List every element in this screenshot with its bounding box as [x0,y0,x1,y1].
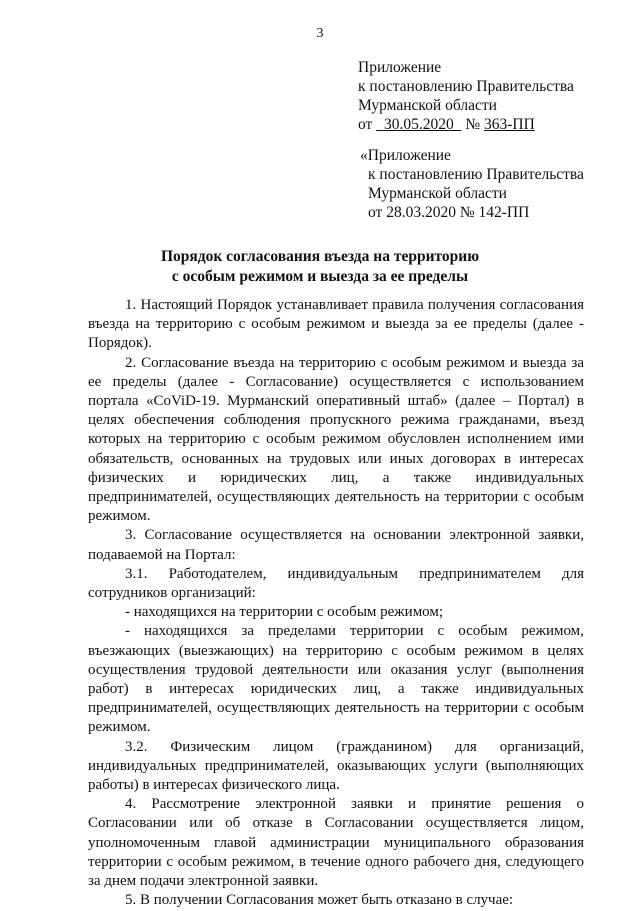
original-appendix-block [360,146,584,222]
word: организаций, [499,738,584,755]
word: индивидуальным [287,565,399,582]
paragraph-3-2-cont: индивидуальных предпринимателей, оказывающих услуги (выполняющих работы) в интересах физического лица. [88,757,584,794]
word: территории [349,623,424,640]
bullet-item-first-line [88,622,584,641]
word: 3.1. [125,565,148,582]
word: для [454,738,477,755]
word: (гражданином) [336,738,432,755]
number-prefix: № [465,116,481,133]
page-number: 3 [316,26,324,41]
paragraph-3: 3. Согласование осуществляется на основании электронной заявки, подаваемой на Портал: [88,527,584,563]
word: находящихся [143,623,228,640]
bullet-item: - находящихся на территории с особым режимом; [125,604,444,621]
appendix-line: Приложение [358,59,442,76]
paragraph-3-1-first-line [88,565,584,584]
word: лицом [273,738,314,755]
word: особым [458,623,508,640]
word: Работодателем, [168,565,267,582]
appendix-date-line [358,115,574,134]
word: предпринимателем [419,565,541,582]
paragraph-3-1-cont: сотрудников организаций: [88,585,256,602]
word: режимом, [521,623,584,640]
appendix-line: Мурманской области [358,97,497,114]
appendix-line: от 28.03.2020 № 142-ПП [368,204,530,221]
document-body [88,296,584,911]
paragraph-5: 5. В получении Согласования может быть отказано в случае: [125,892,514,909]
word: для [561,565,584,582]
appendix-block [358,58,574,134]
word: - [125,623,130,640]
word: с [437,623,445,640]
word: Физическим [170,738,251,755]
document-title [0,247,640,287]
word: за [241,623,254,640]
word: 3.2. [125,738,148,755]
decree-number: 363-ПП [484,116,535,133]
word: пределами [267,623,336,640]
appendix-line: «Приложение [360,147,451,164]
bullet-item-cont: въезжающих (выезжающих) на территорию с особым режимом в целях осуществления трудовой деятельности или оказания услуг (выполнения работ) в интересах юридических лиц, а также индивидуальных предпринимателей, осуществляющих деятельность на территории с особым режимом. [88,642,584,736]
date-prefix: от [358,116,373,133]
title-line: с особым режимом и выезда за ее пределы [171,268,469,285]
paragraph-4: 4. Рассмотрение электронной заявки и принятие решения о Согласовании или об отказе в Согласовании осуществляется лицом, уполномоченным главой администрации муниципального образования территории с особым режимом, в течение одного рабочего дня, следующего за днем подачи электронной заявки. [88,796,584,890]
appendix-line: к постановлению Правительства [358,78,574,95]
decree-date: 30.05.2020 [383,116,454,133]
paragraph-1: 1. Настоящий Порядок устанавливает правила получения согласования въезда на территорию с особым режимом и выезда за ее пределы (далее - Порядок). [88,297,584,352]
paragraph-2: 2. Согласование въезда на территорию с особым режимом и выезда за ее пределы (далее - Согласование) осуществляется с использованием портала «CoViD-19. Мурманский оперативный штаб» (далее – Портал) в целях обеспечения соблюдения пропускного режима гражданами, въезд которых на территорию с особым режимом обусловлен исполнением ими обязательств, основанных на трудовых или иных договорах в интересах физических и юридических лиц, а также индивидуальных предпринимателей, осуществляющих деятельность на территории с особым режимом. [88,354,584,525]
appendix-line: Мурманской области [368,185,507,202]
paragraph-3-2-first-line [88,738,584,757]
title-line: Порядок согласования въезда на территорию [160,248,480,265]
appendix-line: к постановлению Правительства [368,166,584,183]
